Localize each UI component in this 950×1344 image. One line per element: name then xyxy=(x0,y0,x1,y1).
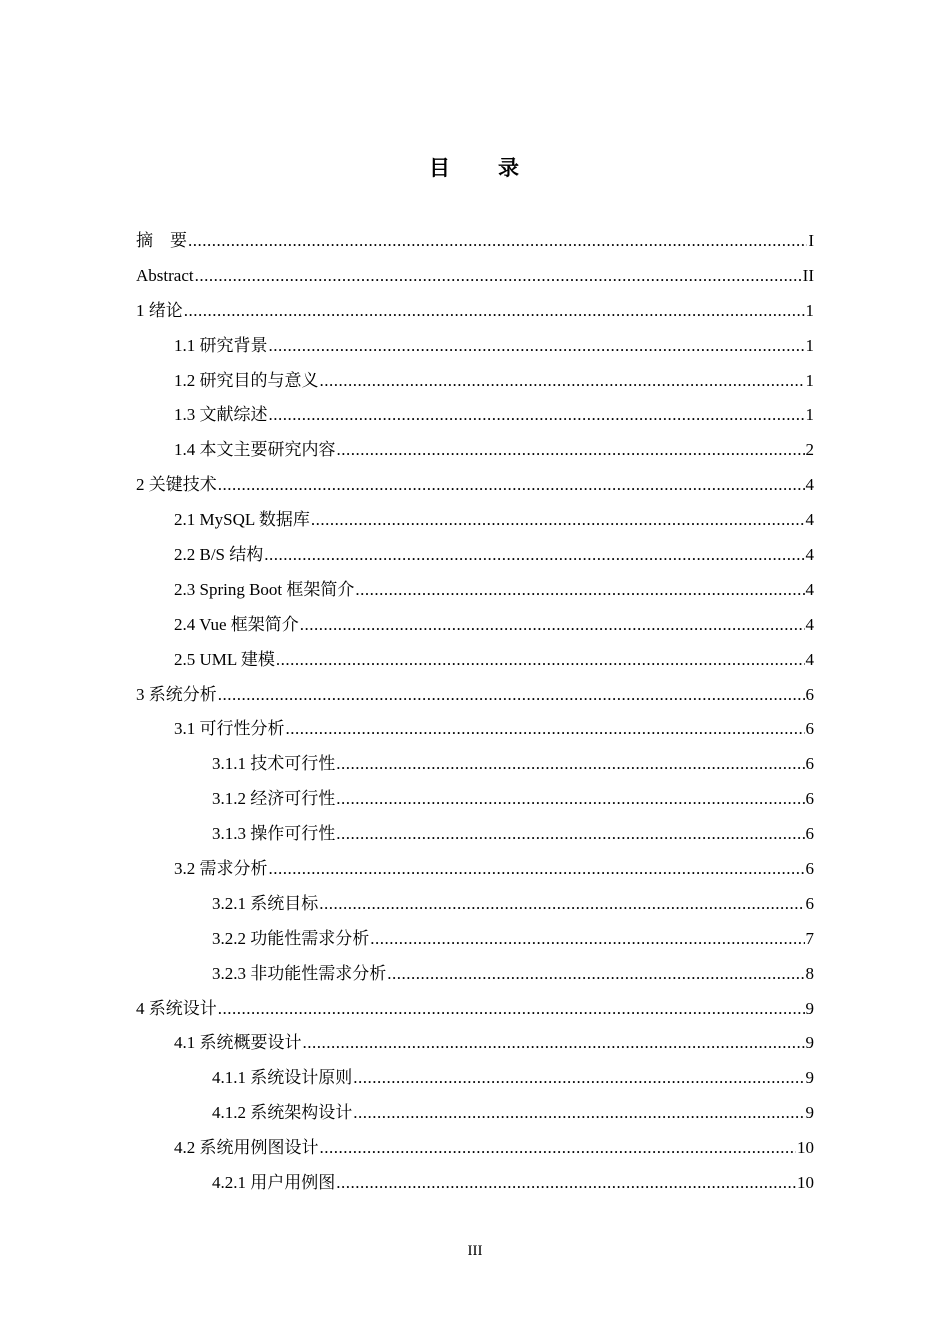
toc-entry-page: 4 xyxy=(805,545,814,565)
toc-entry[interactable] xyxy=(136,503,814,538)
toc-entry-page: 9 xyxy=(805,998,814,1018)
toc-entry-page: 6 xyxy=(805,859,814,879)
toc-entry-page: 1 xyxy=(805,300,814,320)
toc-entry[interactable] xyxy=(136,782,814,817)
page-title: 目 录 xyxy=(429,156,521,180)
toc-entry-page: 6 xyxy=(805,754,814,774)
toc-entry-label: 4.1.1 系统设计原则 xyxy=(212,1068,353,1088)
toc-entry-label: 3.1.2 经济可行性 xyxy=(212,789,336,809)
toc-entry-label: 1.4 本文主要研究内容 xyxy=(174,440,336,460)
toc-entry-label: 2.1 MySQL 数据库 xyxy=(174,510,310,530)
toc-entry[interactable] xyxy=(136,538,814,573)
toc-entry-label: 1 绪论 xyxy=(136,300,183,320)
toc-entry[interactable] xyxy=(136,1061,814,1096)
toc-entry[interactable] xyxy=(136,259,814,294)
table-of-contents xyxy=(136,224,814,1201)
toc-dot-leader xyxy=(218,992,805,1027)
toc-entry-label: Abstract xyxy=(136,265,194,285)
toc-dot-leader xyxy=(320,1131,797,1166)
toc-entry-label: 1.1 研究背景 xyxy=(174,335,268,355)
toc-entry[interactable] xyxy=(136,433,814,468)
toc-dot-leader xyxy=(218,468,805,503)
toc-dot-leader xyxy=(300,608,805,643)
toc-entry[interactable] xyxy=(136,608,814,643)
toc-entry[interactable] xyxy=(136,398,814,433)
toc-entry-label: 2.5 UML 建模 xyxy=(174,649,275,669)
toc-entry-page: 4 xyxy=(805,614,814,634)
toc-entry[interactable] xyxy=(136,468,814,503)
toc-dot-leader xyxy=(336,1166,796,1201)
toc-entry-label: 3.1.3 操作可行性 xyxy=(212,824,336,844)
toc-dot-leader xyxy=(353,1061,804,1096)
toc-dot-leader xyxy=(336,747,804,782)
toc-entry-label: 4.2 系统用例图设计 xyxy=(174,1138,319,1158)
toc-dot-leader xyxy=(286,712,805,747)
toc-entry-label: 3.1.1 技术可行性 xyxy=(212,754,336,774)
toc-entry-label: 4.1 系统概要设计 xyxy=(174,1033,302,1053)
toc-entry[interactable] xyxy=(136,852,814,887)
toc-entry-page: 6 xyxy=(805,824,814,844)
toc-dot-leader xyxy=(370,922,804,957)
toc-dot-leader xyxy=(337,433,805,468)
toc-dot-leader xyxy=(269,398,805,433)
toc-entry-page: 1 xyxy=(805,370,814,390)
toc-entry-page: 9 xyxy=(805,1068,814,1088)
toc-entry[interactable] xyxy=(136,1166,814,1201)
toc-entry[interactable] xyxy=(136,1026,814,1061)
toc-entry-label: 2.2 B/S 结构 xyxy=(174,545,264,565)
toc-entry-page: 4 xyxy=(805,510,814,530)
toc-entry-label: 2.3 Spring Boot 框架简介 xyxy=(174,579,355,599)
toc-dot-leader xyxy=(269,852,805,887)
toc-entry[interactable] xyxy=(136,887,814,922)
toc-dot-leader xyxy=(320,364,805,399)
toc-dot-leader xyxy=(269,329,805,364)
toc-dot-leader xyxy=(264,538,804,573)
toc-entry[interactable] xyxy=(136,922,814,957)
toc-entry[interactable] xyxy=(136,573,814,608)
toc-entry[interactable] xyxy=(136,747,814,782)
toc-dot-leader xyxy=(218,678,805,713)
toc-entry-page: 4 xyxy=(805,649,814,669)
toc-entry-label: 3.1 可行性分析 xyxy=(174,719,285,739)
toc-entry[interactable] xyxy=(136,329,814,364)
toc-entry[interactable] xyxy=(136,712,814,747)
toc-entry-page: 1 xyxy=(805,335,814,355)
toc-entry[interactable] xyxy=(136,1131,814,1166)
toc-entry[interactable] xyxy=(136,957,814,992)
toc-entry[interactable] xyxy=(136,1096,814,1131)
toc-entry-page: II xyxy=(802,265,814,285)
toc-entry-label: 4 系统设计 xyxy=(136,998,217,1018)
toc-dot-leader xyxy=(336,782,804,817)
toc-dot-leader xyxy=(319,887,804,922)
toc-entry-label: 4.2.1 用户用例图 xyxy=(212,1173,336,1193)
toc-dot-leader xyxy=(311,503,805,538)
toc-dot-leader xyxy=(336,817,804,852)
toc-entry-page: 6 xyxy=(805,719,814,739)
toc-entry-label: 3.2 需求分析 xyxy=(174,859,268,879)
toc-entry[interactable] xyxy=(136,992,814,1027)
toc-entry-label: 3.2.2 功能性需求分析 xyxy=(212,928,370,948)
toc-entry-label: 3.2.1 系统目标 xyxy=(212,893,319,913)
toc-entry-page: 2 xyxy=(805,440,814,460)
toc-entry-page: 6 xyxy=(805,893,814,913)
toc-entry-page: I xyxy=(808,231,814,250)
toc-entry-page: 10 xyxy=(797,1138,814,1158)
toc-entry-label: 3.2.3 非功能性需求分析 xyxy=(212,963,387,983)
toc-dot-leader xyxy=(188,224,807,259)
toc-entry-page: 6 xyxy=(805,789,814,809)
toc-entry-page: 4 xyxy=(805,475,814,495)
toc-entry-page: 9 xyxy=(805,1103,814,1123)
toc-entry[interactable] xyxy=(136,643,814,678)
toc-dot-leader xyxy=(184,294,805,329)
toc-entry-label: 2.4 Vue 框架简介 xyxy=(174,614,299,634)
toc-entry[interactable] xyxy=(136,817,814,852)
toc-entry-page: 1 xyxy=(805,405,814,425)
toc-entry-label: 3 系统分析 xyxy=(136,684,217,704)
toc-entry[interactable] xyxy=(136,224,814,259)
toc-entry[interactable] xyxy=(136,294,814,329)
toc-entry[interactable] xyxy=(136,364,814,399)
toc-entry-label: 1.3 文献综述 xyxy=(174,405,268,425)
toc-entry-page: 6 xyxy=(805,684,814,704)
toc-dot-leader xyxy=(387,957,804,992)
toc-entry-label: 4.1.2 系统架构设计 xyxy=(212,1103,353,1123)
toc-entry-page: 9 xyxy=(805,1033,814,1053)
toc-entry-page: 4 xyxy=(805,579,814,599)
toc-entry-label: 摘 要 xyxy=(136,231,187,250)
toc-dot-leader xyxy=(303,1026,805,1061)
toc-dot-leader xyxy=(276,643,805,678)
toc-entry-page: 8 xyxy=(805,963,814,983)
toc-dot-leader xyxy=(355,573,804,608)
page-number: III xyxy=(467,1243,483,1259)
toc-entry-label: 1.2 研究目的与意义 xyxy=(174,370,319,390)
toc-dot-leader xyxy=(353,1096,804,1131)
toc-entry-label: 2 关键技术 xyxy=(136,475,217,495)
toc-entry[interactable] xyxy=(136,678,814,713)
toc-entry-page: 10 xyxy=(797,1173,814,1193)
toc-dot-leader xyxy=(195,259,802,294)
toc-entry-page: 7 xyxy=(805,928,814,948)
